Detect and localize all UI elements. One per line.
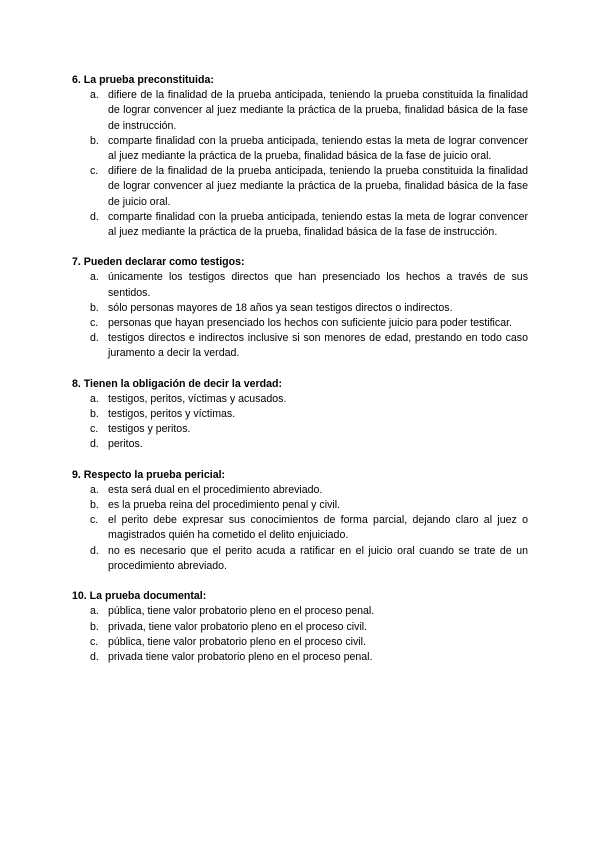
option-item — [72, 134, 528, 164]
option-letter: b. — [90, 301, 99, 314]
option-item — [72, 164, 528, 210]
option-item — [72, 437, 528, 452]
option-letter: a. — [90, 271, 99, 284]
option-text: sólo personas mayores de 18 años ya sean testigos directos o indirectos. — [108, 301, 453, 314]
option-letter: a. — [90, 605, 99, 618]
option-letter: b. — [90, 499, 99, 512]
option-text: el perito debe expresar sus conocimientos de forma parcial, dejando claro al juez o magistrados quién ha cometido el delito enjuiciado. — [108, 514, 528, 542]
option-item — [72, 392, 528, 407]
option-text: privada, tiene valor probatorio pleno en el proceso civil. — [108, 620, 368, 633]
option-letter: d. — [90, 438, 99, 451]
option-text: testigos, peritos y víctimas. — [108, 408, 236, 421]
option-item — [72, 513, 528, 543]
option-text: difiere de la finalidad de la prueba anticipada, teniendo la prueba constituida la finalidad de lograr convencer al juez mediante la práctica de la prueba, finalidad básica de la fase de juicio oral. — [108, 165, 528, 208]
option-item — [72, 650, 528, 665]
option-letter: b. — [90, 620, 99, 633]
option-letter: a. — [90, 89, 99, 102]
option-letter: c. — [90, 423, 99, 436]
option-item — [72, 604, 528, 619]
option-item — [72, 301, 528, 316]
option-letter: d. — [90, 332, 99, 345]
question-9 — [72, 468, 528, 574]
question-6 — [72, 73, 528, 240]
option-text: comparte finalidad con la prueba anticipada, teniendo estas la meta de lograr convencer al juez mediante la práctica de la prueba, finalidad básica de la fase de juicio oral. — [108, 134, 528, 163]
option-letter: b. — [90, 134, 99, 147]
option-item — [72, 210, 528, 240]
option-text: privada tiene valor probatorio pleno en el proceso penal. — [108, 650, 373, 663]
option-item — [72, 498, 528, 513]
option-item — [72, 270, 528, 300]
option-text: peritos. — [108, 438, 143, 451]
option-letter: d. — [90, 650, 99, 663]
option-text: no es necesario que el perito acuda a ratificar en el juicio oral cuando se trate de un procedimiento abreviado. — [108, 544, 528, 572]
option-item — [72, 422, 528, 437]
option-item — [72, 331, 528, 361]
option-list — [72, 483, 528, 574]
question-title: 7. Pueden declarar como testigos: — [72, 256, 245, 269]
question-title: 10. La prueba documental: — [72, 590, 207, 603]
option-list — [72, 270, 528, 361]
option-item — [72, 483, 528, 498]
option-letter: c. — [90, 635, 99, 648]
option-letter: c. — [90, 317, 99, 330]
option-text: difiere de la finalidad de la prueba anticipada, teniendo la prueba constituida la finalidad de lograr convencer al juez mediante la práctica de la prueba, finalidad básica de la fase de instrucción. — [108, 89, 528, 132]
option-item — [72, 88, 528, 134]
option-text: pública, tiene valor probatorio pleno en el proceso penal. — [108, 605, 375, 618]
option-text: únicamente los testigos directos que han presenciado los hechos a través de sus sentidos. — [108, 271, 528, 299]
document-page — [72, 73, 528, 680]
option-letter: a. — [90, 483, 99, 496]
option-list — [72, 88, 528, 240]
option-text: es la prueba reina del procedimiento penal y civil. — [108, 499, 341, 512]
option-item — [72, 544, 528, 574]
question-7 — [72, 255, 528, 361]
option-letter: c. — [90, 165, 99, 178]
option-text: personas que hayan presenciado los hechos con suficiente juicio para poder testificar. — [108, 317, 512, 330]
question-title: 8. Tienen la obligación de decir la verdad: — [72, 377, 282, 390]
option-text: testigos directos e indirectos inclusive si son menores de edad, prestando en todo caso juramento a decir la verdad. — [108, 332, 528, 360]
option-text: testigos, peritos, víctimas y acusados. — [108, 392, 287, 405]
question-8 — [72, 377, 528, 453]
option-text: testigos y peritos. — [108, 423, 191, 436]
question-title: 9. Respecto la prueba pericial: — [72, 468, 226, 481]
option-letter: a. — [90, 392, 99, 405]
question-10 — [72, 589, 528, 665]
option-item — [72, 316, 528, 331]
option-list — [72, 604, 528, 665]
option-list — [72, 392, 528, 453]
option-item — [72, 635, 528, 650]
option-item — [72, 620, 528, 635]
option-letter: d. — [90, 210, 99, 223]
question-title: 6. La prueba preconstituida: — [72, 74, 214, 86]
option-letter: c. — [90, 514, 99, 527]
option-text: esta será dual en el procedimiento abreviado. — [108, 483, 323, 496]
option-text: pública, tiene valor probatorio pleno en el proceso civil. — [108, 635, 366, 648]
option-letter: d. — [90, 544, 99, 557]
option-letter: b. — [90, 408, 99, 421]
option-text: comparte finalidad con la prueba anticipada, teniendo estas la meta de lograr convencer al juez mediante la práctica de la prueba, finalidad básica de la fase de instrucción. — [108, 210, 528, 239]
option-item — [72, 407, 528, 422]
